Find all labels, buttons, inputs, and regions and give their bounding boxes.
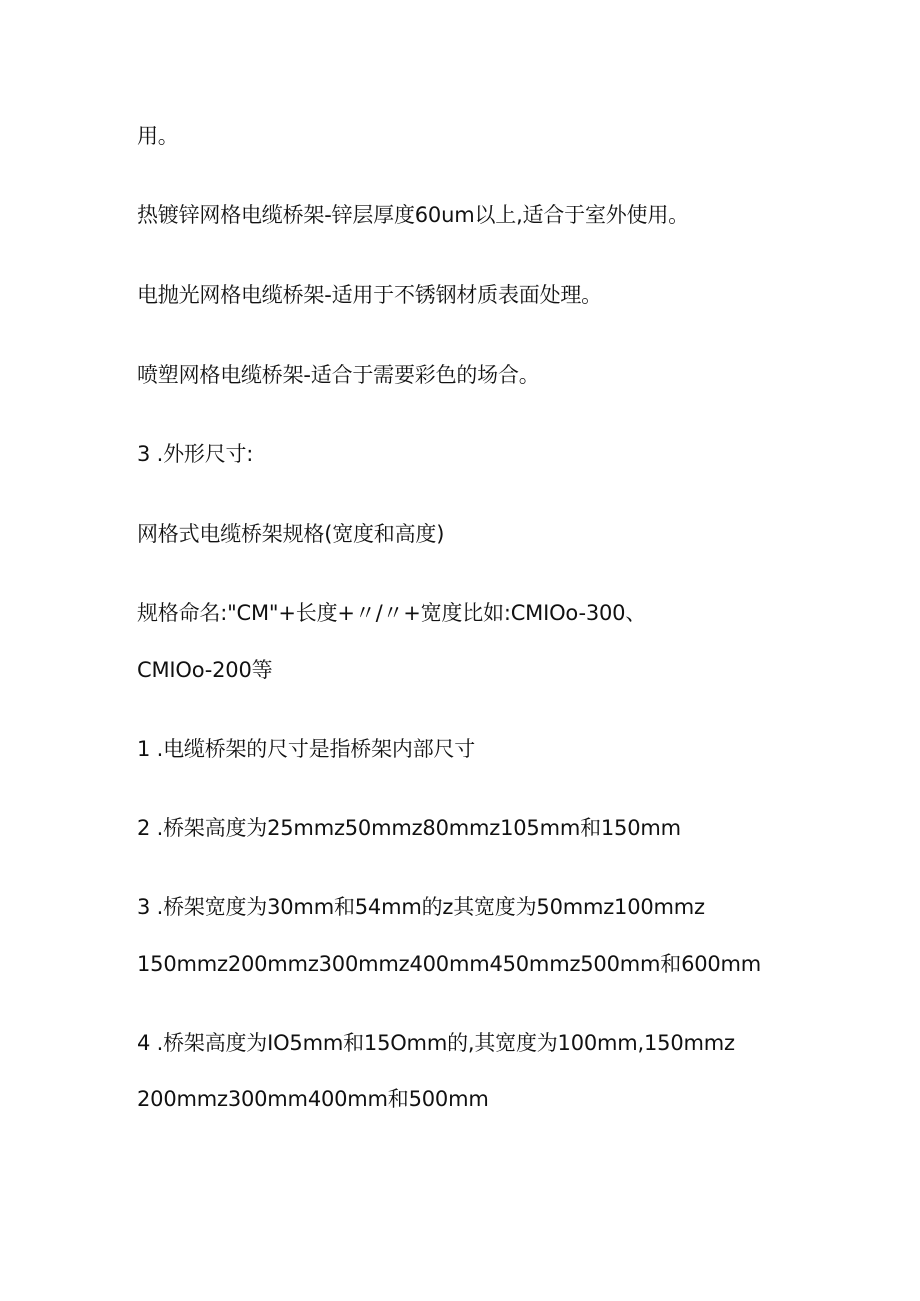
text-line-naming-example: CMIOo-200等 — [137, 658, 273, 682]
list-item-4: 4 .桥架高度为IO5mm和15Omm的,其宽度为100mm,150mmz — [137, 1031, 735, 1055]
list-item-3: 3 .桥架宽度为30mm和54mm的z其宽度为50mmz100mmz — [137, 895, 705, 919]
text-line-usage-end: 用。 — [137, 124, 179, 148]
list-item-2: 2 .桥架高度为25mmz50mmz80mmz105mm和150mm — [137, 816, 681, 840]
text-line-spec-title: 网格式电缆桥架规格(宽度和高度) — [137, 522, 445, 546]
list-item-4-continued: 200mmz300mm400mm和500mm — [137, 1087, 489, 1111]
text-line-powder-coated: 喷塑网格电缆桥架-适合于需要彩色的场合。 — [137, 363, 540, 387]
list-item-3-continued: 150mmz200mmz300mmz400mm450mmz500mm和600mm — [137, 952, 762, 976]
text-line-electropolished: 电抛光网格电缆桥架-适用于不锈钢材质表面处理。 — [137, 283, 602, 307]
text-line-hot-dip-galvanized: 热镀锌网格电缆桥架-锌层厚度60um以上,适合于室外使用。 — [137, 203, 689, 227]
list-item-1: 1 .电缆桥架的尺寸是指桥架内部尺寸 — [137, 737, 476, 761]
text-line-naming-rule: 规格命名:"CM"+长度+〃/〃+宽度比如:CMIOo-300、 — [137, 601, 647, 625]
section-heading-dimensions: 3 .外形尺寸: — [137, 442, 254, 466]
